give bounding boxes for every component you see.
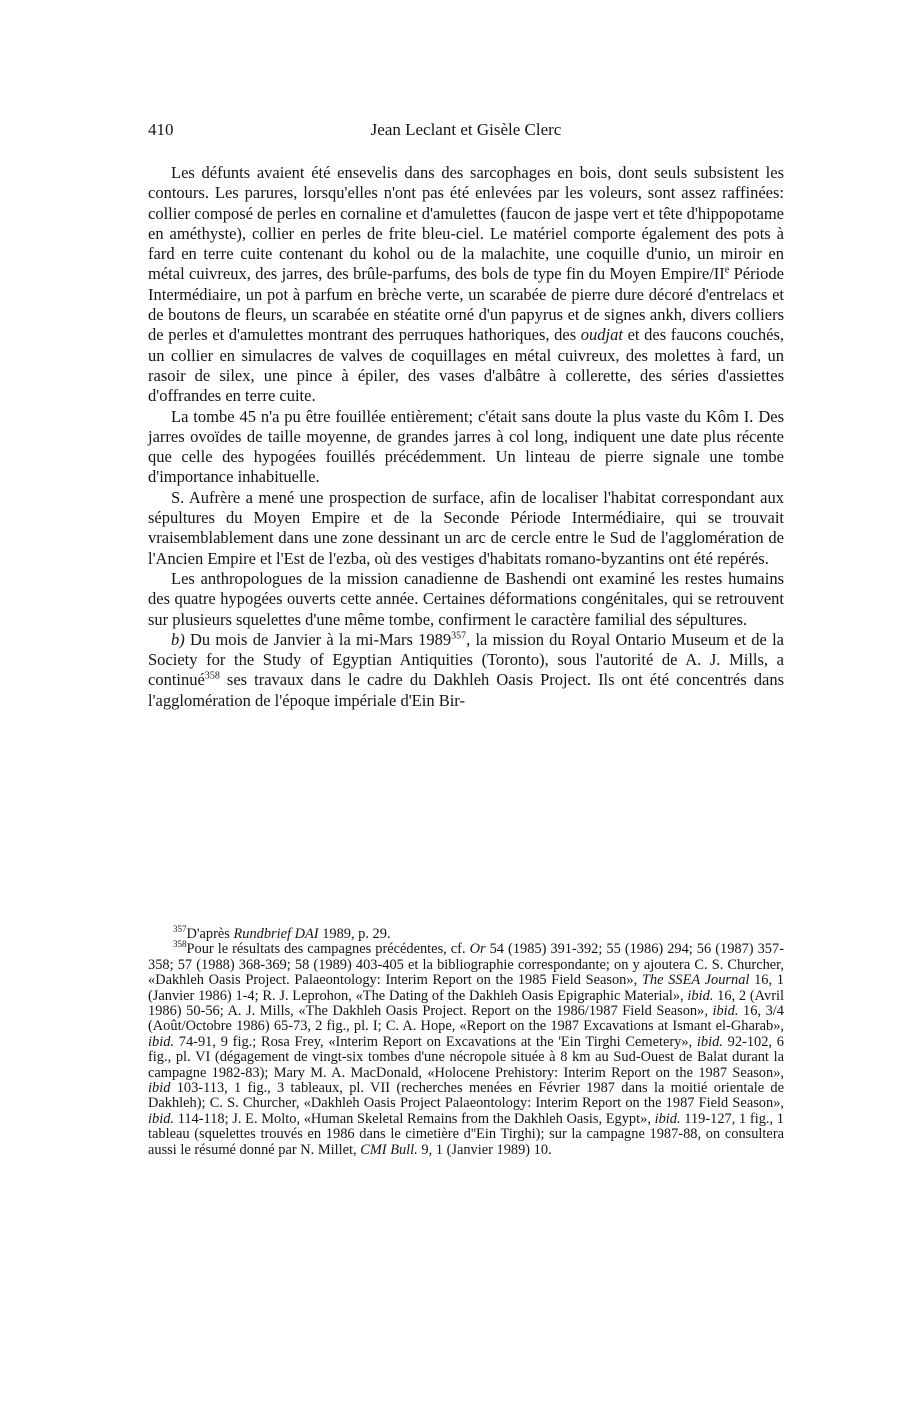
footnote-358-text: 16, 2 (Avril 1986) 50-56; A. J. Mills, «The Dakhleh Oasis Project. Report on the 1986/1987 Field Season», (148, 987, 784, 1020)
footnote-358-text: 16, 3/4 (Août/Octobre 1986) 65-73, 2 fig., pl. I; C. A. Hope, «Report on the 1987 Excavations at Ismant el-Gharab», (148, 1003, 784, 1035)
paragraph-5 (148, 630, 784, 711)
paragraph-5-text-a: Du mois de Janvier à la mi-Mars 1989 (184, 629, 452, 649)
footnote-ref-357[interactable]: 357 (451, 630, 467, 642)
footnote-358-text: 92-102, 6 fig., pl. VI (dégagement de vingt-six tombes d'une nécropole située à 8 km au Sud-Ouest de Balat durant la campagne 1982-83); Mary M. A. MacDonald, «Holocene Prehistory: Interim Report on the 1987 Season», (148, 1033, 784, 1081)
footnote-358-text: 103-113, 1 fig., 3 tableaux, pl. VII (recherches menées en Février 1987 dans la moitié orientale de Dakhleh); C. S. Churcher, «Dakhleh Oasis Project Palaeontology: Interim Report on the 1987 Field Season», (148, 1080, 784, 1112)
paragraph-1-text-b: Période Intermédiaire, un pot à parfum en brèche verte, un scarabée de pierre dure décoré d'entrelacs et de boutons de fleurs, un scarabée en stéatite orné d'un papyrus et de signes ankh, divers colliers de perles et d'amulettes montrant des perruques hathoriques, des (148, 264, 785, 345)
footnote-357-text-a: D'après (186, 926, 234, 942)
footnote-358-italic: ibid. (687, 987, 714, 1004)
footnote-358-italic: ibid (148, 1080, 171, 1097)
main-text (148, 163, 784, 711)
footnote-358-italic: Or (469, 941, 486, 958)
footnote-358-text: 119-127, 1 fig., 1 tableau (squelettes trouvés en 1986 dans le cimetière d''Ein Tirghi); sur la campagne 1987-88, on consultera aussi le résumé donné par N. Millet, (148, 1110, 784, 1158)
footnote-number: 357 (173, 924, 187, 935)
paragraph-5-text-c: ses travaux dans le cadre du Dakhleh Oasis Project. Ils ont été concentrés dans l'agglomération de l'époque impériale d'Ein Bir- (148, 670, 784, 710)
footnote-358-italic: ibid. (696, 1033, 723, 1050)
page-number: 410 (148, 120, 174, 139)
paragraph-1-text-c: et des faucons couchés, un collier en simulacres de valves de coquillages en métal cuivreux, des molettes à fard, un rasoir de silex, une pince à épiler, des vases d'albâtre à collerette, des séries d'assiettes d'offrandes en terre cuite. (148, 325, 784, 406)
running-title: Jean Leclant et Gisèle Clerc (370, 120, 562, 139)
footnote-358-italic: The SSEA Journal (641, 972, 750, 989)
footnote-358-italic: ibid. (148, 1033, 174, 1050)
footnote-358-text: Pour le résultats des campagnes précédentes, cf. (186, 941, 470, 958)
footnote-358-italic: ibid. (148, 1110, 174, 1127)
footnote-357-text-b: 1989, p. 29. (318, 926, 391, 942)
footnote-357-italic: Rundbrief DAI (233, 926, 319, 942)
paragraph-1-text-a: Les défunts avaient été ensevelis dans des sarcophages en bois, dont seuls subsistent les contours. Les parures, lorsqu'elles n'ont pas été enlevées par les voleurs, sont assez raffinées: collier composé de perles en cornaline et d'amulettes (faucon de jaspe vert et tête d'hippopotame en améthyste), collier en perles de frite bleu-ciel. Le matériel comporte également des pots à fard en terre cuite contenant du kohol ou de la malachite, une coquille d'unio, un miroir en métal cuivreux, des jarres, des brûle-parfums, des bols de type fin du Moyen Empire/II (148, 163, 784, 284)
italic-term-oudjat: oudjat (580, 325, 623, 345)
paragraph-1 (148, 163, 784, 407)
footnotes (148, 924, 785, 1158)
paragraph-5-text-b: , la mission du Royal Ontario Museum et de la Society for the Study of Egyptian Antiquities (Toronto), sous l'autorité de A. J. Mills, a continué (148, 629, 784, 690)
paragraph-5-lead: b) (171, 629, 185, 649)
paragraph-3: S. Aufrère a mené une prospection de surface, afin de localiser l'habitat correspondant aux sépultures du Moyen Empire et de la Seconde Période Intermédiaire, qui se trouvait vraisemblablement dans une zone dessinant un arc de cercle entre le Sud de l'agglomération de l'Ancien Empire et l'Est de l'ezba, où des vestiges d'habitats romano-byzantins ont été repérés. (148, 487, 784, 568)
paragraph-2: La tombe 45 n'a pu être fouillée entièrement; c'était sans doute la plus vaste du Kôm I. Des jarres ovoïdes de taille moyenne, de grandes jarres à col long, indiquent une date plus récente que celle des hypogées fouillés précédemment. Un linteau de pierre signale une tombe d'importance inhabituelle. (148, 406, 784, 487)
footnote-358-text: 54 (1985) 391-392; 55 (1986) 294; 56 (1987) 357-358; 57 (1988) 368-369; 58 (1989) 403-405 et la bibliographie correspondante; on y ajoutera C. S. Churcher, «Dakhleh Oasis Project. Palaeontology: Interim Report on the 1985 Field Season», (148, 941, 784, 989)
footnote-358-text: 9, 1 (Janvier 1989) 10. (417, 1141, 552, 1158)
paragraph-4: Les anthropologues de la mission canadienne de Bashendi ont examiné les restes humains des quatre hypogées ouverts cette année. Certaines déformations congénitales, qui se retrouvent sur plusieurs squelettes d'une même tombe, confirment le caractère familial des sépultures. (148, 568, 784, 629)
footnote-358-text: 74-91, 9 fig.; Rosa Frey, «Interim Report on Excavations at the 'Ein Tirghi Cemetery», (174, 1033, 697, 1050)
footnote-358 (148, 939, 785, 1158)
footnote-ref-358[interactable]: 358 (204, 670, 220, 682)
superscript-e: e (724, 264, 730, 276)
page-header (148, 120, 784, 144)
footnote-number: 358 (173, 939, 187, 950)
footnote-358-text: 16, 1 (Janvier 1986) 1-4; R. J. Leprohon, «The Dating of the Dakhleh Oasis Epigraphic Material», (148, 972, 785, 1004)
footnote-358-italic: ibid. (712, 1003, 739, 1020)
footnote-358-text: 114-118; J. E. Molto, «Human Skeletal Remains from the Dakhleh Oasis, Egypt», (174, 1110, 655, 1127)
footnote-358-italic: ibid. (654, 1110, 681, 1127)
footnote-358-italic: CMI Bull. (360, 1141, 418, 1158)
